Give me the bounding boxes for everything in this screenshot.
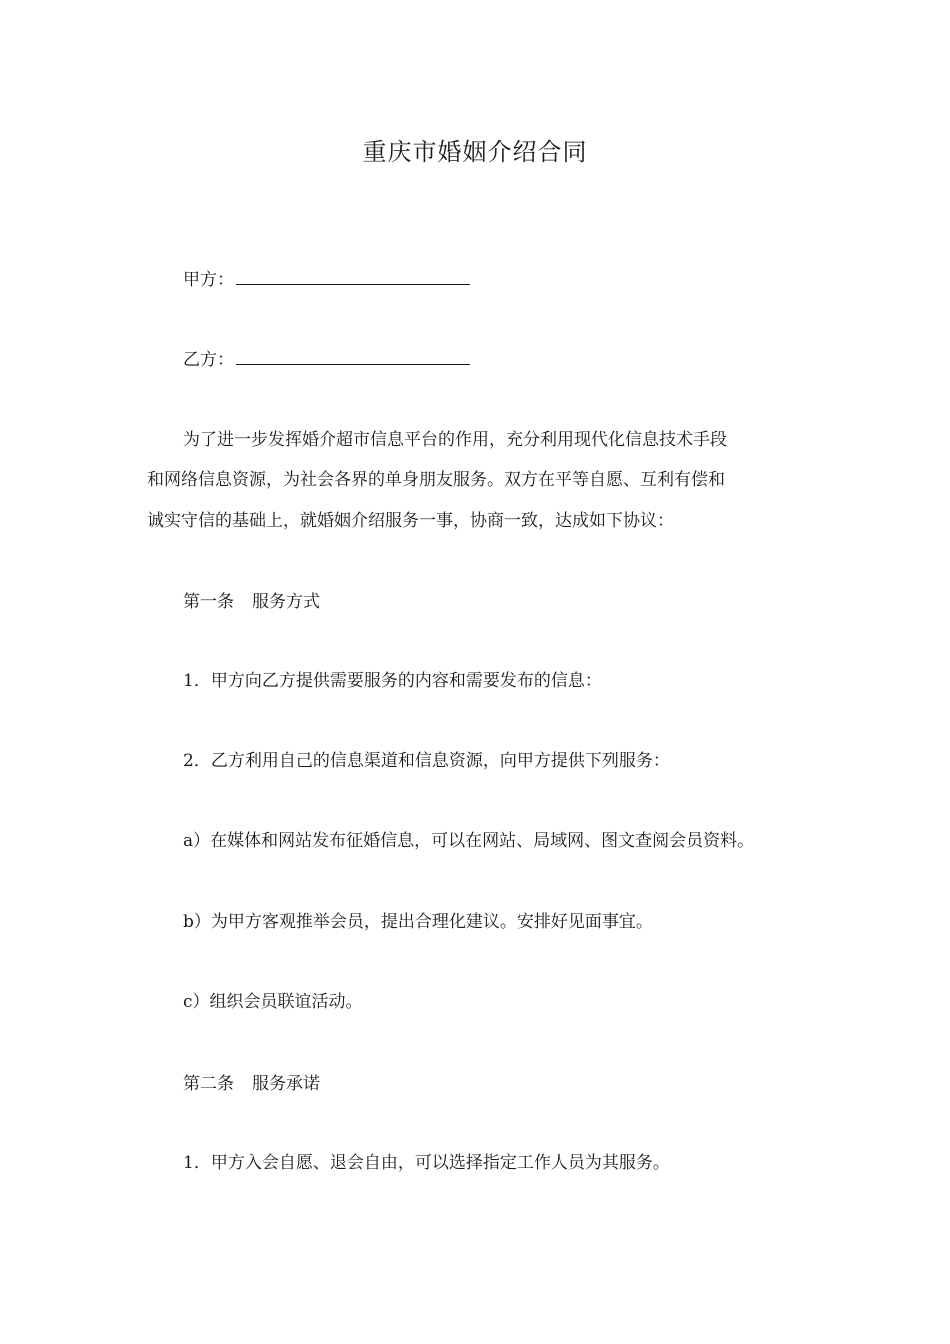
article-1-heading — [183, 590, 320, 614]
article-2-item-1: 1．甲方入会自愿、退会自由，可以选择指定工作人员为其服务。 — [183, 1153, 670, 1173]
article-1-item-c: c）组织会员联谊活动。 — [183, 992, 363, 1012]
party-b-blank[interactable] — [236, 346, 470, 365]
article-1-item-1: 1．甲方向乙方提供需要服务的内容和需要发布的信息： — [183, 671, 602, 691]
party-b-label: 乙方： — [183, 350, 234, 370]
party-a-label: 甲方： — [183, 270, 234, 290]
party-a-blank[interactable] — [236, 266, 470, 285]
party-a-line — [183, 266, 470, 292]
party-b-line — [183, 346, 470, 372]
article-1-item-2: 2．乙方利用自己的信息渠道和信息资源，向甲方提供下列服务： — [183, 751, 670, 771]
article-1-title: 服务方式 — [252, 592, 320, 612]
article-1-item-b: b）为甲方客观推举会员，提出合理化建议。安排好见面事宜。 — [183, 912, 653, 932]
article-2-number: 第二条 — [183, 1074, 234, 1094]
article-2-heading — [183, 1072, 320, 1096]
preamble-line-3: 诚实守信的基础上，就婚姻介绍服务一事，协商一致，达成如下协议： — [147, 511, 674, 531]
article-2-title: 服务承诺 — [252, 1074, 320, 1094]
document-title: 重庆市婚姻介绍合同 — [362, 138, 588, 166]
article-1-number: 第一条 — [183, 592, 234, 612]
article-1-item-a: a）在媒体和网站发布征婚信息，可以在网站、局域网、图文查阅会员资料。 — [183, 831, 755, 851]
preamble-line-2: 和网络信息资源，为社会各界的单身朋友服务。双方在平等自愿、互利有偿和 — [147, 470, 725, 490]
preamble-line-1: 为了进一步发挥婚介超市信息平台的作用，充分利用现代化信息技术手段 — [183, 430, 727, 450]
